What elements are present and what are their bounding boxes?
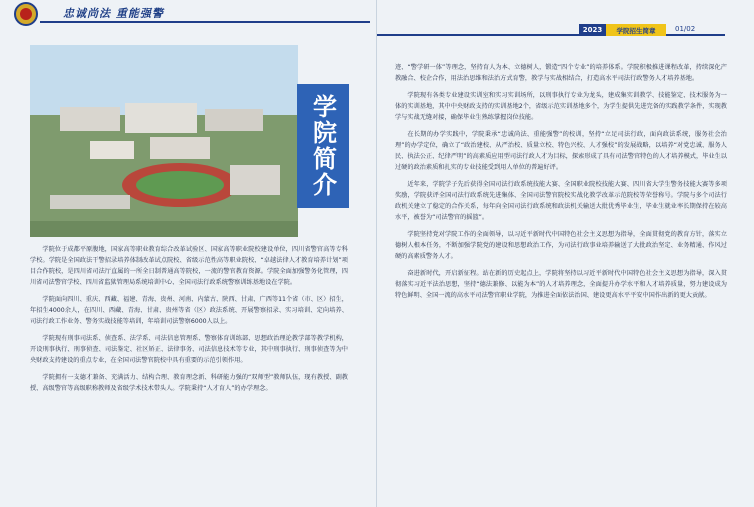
year-badge: 2023	[579, 24, 606, 36]
header-rule	[40, 21, 370, 23]
left-header	[0, 0, 377, 26]
right-body-text	[395, 62, 727, 500]
right-paragraph: 学院坚持党对学院工作的全面领导，以习近平新时代中国特色社会主义思想为指导，全面贯彻党的教育方针，落实立德树人根本任务，不断加强学院党的建设和思想政治工作，为司法行政事业培养输送了大批政治坚定、业务精通、作风过硬的高素质警务人才。	[395, 231, 727, 260]
right-paragraph: 迹、“警学研一体”等理念，坚持育人为本、立德树人，锻造“四个专业”的培养体系。学院积极推进课程改革，持续深化产教融合、校企合作，用法治思维和法治方式育警，教学与实战相结合，打造高水平司法行政警务人才培养基地。	[395, 64, 727, 82]
section-badge: 学院招生简章	[606, 24, 666, 36]
left-paragraph: 学院拥有一支德才兼备、充满活力、结构合理、教育理念新、科研能力强的“双师型”教师队伍，现有教授、副教授、高级警官等高级职称教师及省级学术技术带头人。学院秉持“人才育人”的办学理念。	[30, 374, 348, 392]
right-paragraph: 奋进新时代，开启新征程。站在新的历史起点上，学院将坚持以习近平新时代中国特色社会主义思想为指导，深入贯彻落实习近平法治思想，坚持“德法兼修、以能为本”的人才培养理念，全面提升办学水平和人才培养质量，努力建设成为特色鲜明、全国一流的高水平司法警官职业学院，为推进全面依法治国、建设更高水平平安中国作出新的更大贡献。	[395, 270, 727, 299]
page-number: 01/02	[675, 25, 696, 33]
right-paragraph: 学院现有各类专业建设实训室和实习实训场所，以刑事执行专业为龙头，建成集实训教学、技能鉴定、技术服务为一体的实训基地，其中中央财政支持的实训基地2个，省级示范实训基地多个，为学生提供先进完备的实践教学条件，实现教学与实战无缝对接，确保毕业生熟练掌握岗位技能。	[395, 92, 727, 121]
right-header-rule	[377, 34, 725, 36]
motto-text: 忠诚尚法 重能强警	[63, 7, 164, 20]
campus-aerial-photo	[30, 45, 298, 237]
left-paragraph: 学院现有刑事司法系、侦查系、法学系、司法信息管理系、警察体育训练部、思想政治理论教学部等教学机构，开设刑事执行、刑事侦查、司法鉴定、社区矫正、法律事务、司法信息技术等专业，其中刑事执行、刑事侦查等为中央财政支持建设的重点专业，在全国司法警官院校中具有重要的示范引领作用。	[30, 335, 348, 364]
title-block	[297, 84, 349, 208]
police-emblem-icon	[14, 2, 38, 26]
left-body-text	[30, 244, 348, 502]
left-paragraph: 学院面向四川、重庆、西藏、福建、青海、贵州、河南、内蒙古、陕西、甘肃、广西等11个省（市、区）招生，年招生4000余人，在四川、西藏、青海、甘肃、贵州等省（区）政法系统、开展警察招录、实习培训、定向培养、司法行政工作业务、警务实战技能等培训，年培训司法警察6000人以上。	[30, 296, 348, 325]
right-page	[377, 0, 754, 507]
page-title: 学院简介	[308, 94, 338, 198]
left-paragraph: 学院位于成都平原腹地，国家高等职业教育综合改革试验区、国家高等职业院校建设单位，四川省警官高等专科学校。学院是全国政法干警招录培养体制改革试点院校、省级示范性高等职业院校、“卓越法律人才教育培养计划”项目合作院校，是四川省司法厅直属的一所全日制普通高等院校，一流的警官教育资源。学院全面加强警务化管理，四川省司法警官学校、四川省监狱管理局系统培训中心、全国司法行政系统警察训练基地设在学院。	[30, 246, 348, 286]
right-paragraph: 近年来，学院学子先后获得全国司法行政系统技能大赛、全国职业院校技能大赛、四川省大学生警务技能大赛等多项奖励，学院获评全国司法行政系统先进集体、全国司法警官院校实战化教学改革示范院校等荣誉称号。学院与多个司法行政机关建立了稳定的合作关系，每年向全国司法行政系统和政法机关输送大批优秀毕业生，毕业生就业率长期保持在较高水平，被誉为“司法警官的摇篮”。	[395, 181, 727, 221]
right-paragraph: 在长期的办学实践中，学院秉承“忠诚尚法、重能强警”的校训，坚持“立足司法行政，面向政法系统，服务社会治理”的办学定位，确立了“政治建校、从严治校、质量立校、特色兴校、人才强校”的发展战略，以培养“对党忠诚、服务人民、执法公正、纪律严明”的高素质应用型司法行政人才为目标，探索形成了具有司法警官特色的人才培养模式，毕业生以过硬的政治素质和扎实的专业技能受到用人单位的普遍好评。	[395, 131, 727, 171]
